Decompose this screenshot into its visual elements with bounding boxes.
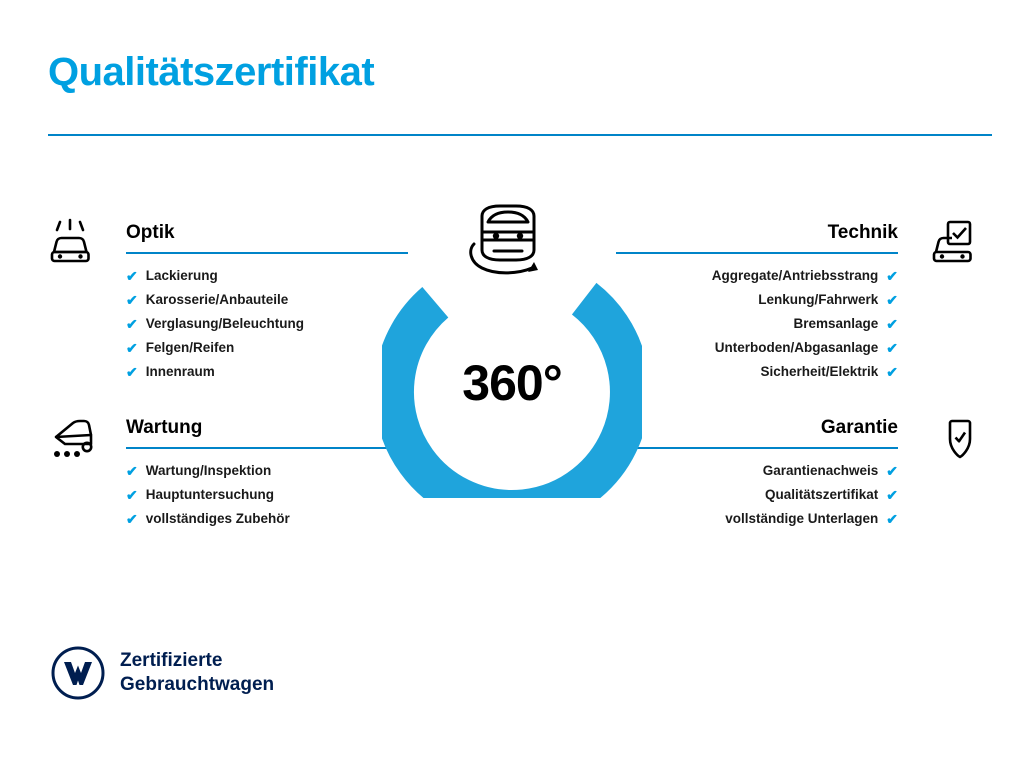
section-garantie <box>616 405 984 531</box>
list-item <box>40 336 408 360</box>
list-item <box>616 288 984 312</box>
list-item-label: Wartung/Inspektion <box>145 463 272 478</box>
list-item-label: Sicherheit/Elektrik <box>760 364 879 379</box>
list-item-label: Hauptuntersuchung <box>145 487 274 502</box>
360-check-badge <box>370 200 654 500</box>
list-item <box>40 288 408 312</box>
list-item-label: Garantienachweis <box>762 463 879 478</box>
list-item <box>40 312 408 336</box>
list-item-label: Karosserie/Anbauteile <box>145 292 289 307</box>
check-icon: ✔ <box>126 364 138 380</box>
list-item-label: Lackierung <box>145 268 218 283</box>
footer-text <box>120 649 274 697</box>
footer-line-2: Gebrauchtwagen <box>120 674 275 695</box>
section-technik <box>616 210 984 384</box>
vw-logo-icon <box>50 645 106 701</box>
svg-text:Gebrauchtwagen-Check: Gebrauchtwagen-Check <box>415 387 609 478</box>
list-item <box>616 312 984 336</box>
check-icon: ✔ <box>126 340 138 356</box>
section-divider-garantie <box>616 447 898 449</box>
check-icon: ✔ <box>886 463 898 479</box>
list-item-label: vollständiges Zubehör <box>145 511 290 526</box>
list-item-label: Verglasung/Beleuchtung <box>145 316 305 331</box>
section-title-garantie: Garantie <box>820 417 898 438</box>
section-divider-wartung <box>126 447 408 449</box>
360-ring <box>382 262 642 498</box>
checklist-garantie <box>616 459 984 531</box>
list-item-label: Unterboden/Abgasanlage <box>714 340 879 355</box>
check-icon: ✔ <box>886 292 898 308</box>
check-icon: ✔ <box>126 292 138 308</box>
check-icon: ✔ <box>886 316 898 332</box>
checklist-wartung <box>40 459 408 531</box>
list-item-label: Felgen/Reifen <box>145 340 235 355</box>
list-item-label: Aggregate/Antriebsstrang <box>711 268 879 283</box>
check-icon: ✔ <box>126 487 138 503</box>
check-icon: ✔ <box>886 364 898 380</box>
check-icon: ✔ <box>126 316 138 332</box>
checklist-optik <box>40 264 408 384</box>
check-icon: ✔ <box>126 511 138 527</box>
section-divider-optik <box>126 252 408 254</box>
check-icon: ✔ <box>886 340 898 356</box>
section-wartung <box>40 405 408 531</box>
list-item <box>616 360 984 384</box>
list-item-label: Bremsanlage <box>793 316 879 331</box>
list-item-label: vollständige Unterlagen <box>725 511 879 526</box>
list-item <box>40 360 408 384</box>
list-item-label: Innenraum <box>145 364 215 379</box>
check-icon: ✔ <box>886 487 898 503</box>
list-item <box>40 507 408 531</box>
section-title-wartung: Wartung <box>126 417 203 438</box>
list-item-label: Lenkung/Fahrwerk <box>758 292 879 307</box>
check-icon: ✔ <box>886 268 898 284</box>
check-icon: ✔ <box>126 268 138 284</box>
section-divider-technik <box>616 252 898 254</box>
vw-footer <box>50 645 274 701</box>
check-icon: ✔ <box>126 463 138 479</box>
360-degrees-label: 360° <box>462 355 562 411</box>
list-item <box>616 336 984 360</box>
checklist-technik <box>616 264 984 384</box>
section-title-optik: Optik <box>126 222 175 243</box>
list-item <box>40 483 408 507</box>
list-item <box>616 507 984 531</box>
footer-line-1: Zertifizierte <box>120 650 223 671</box>
check-icon: ✔ <box>886 511 898 527</box>
page-title: Qualitätszertifikat <box>48 50 375 94</box>
list-item-label: Qualitätszertifikat <box>764 487 879 502</box>
title-divider <box>48 134 992 136</box>
section-title-technik: Technik <box>827 222 898 243</box>
section-optik <box>40 210 408 384</box>
list-item <box>616 483 984 507</box>
